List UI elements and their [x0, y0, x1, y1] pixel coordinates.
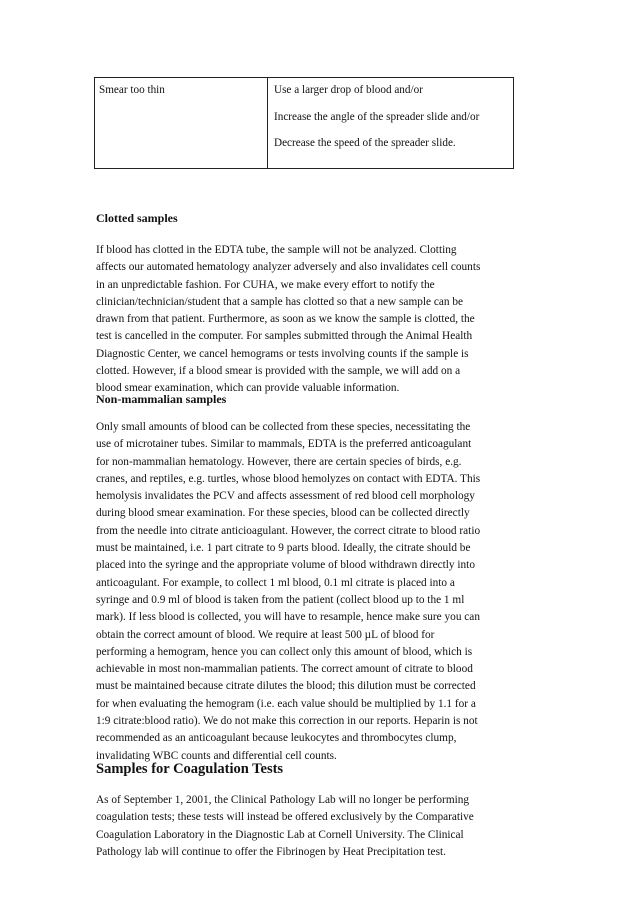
text-line: test is cancelled in the computer. For samples submitted through the Animal Health	[96, 330, 473, 343]
text-line: must be maintained, i.e. 1 part citrate to 9 parts blood. Ideally, the citrate should be	[96, 542, 471, 555]
solution-text: Use a larger drop of blood and/or	[274, 84, 423, 96]
text-line: obtain the correct amount of blood. We require at least 500 µL of blood for	[96, 628, 435, 641]
paragraph-clotted	[96, 242, 536, 398]
solution-text: Increase the angle of the spreader slide and/or	[274, 110, 480, 123]
text-line: clotted. However, if a blood smear is provided with the sample, we will add on a	[96, 365, 461, 378]
text-line: for when evaluating the hemogram (i.e. each value should be multiplied by 1.1 for a	[96, 697, 476, 710]
text-line: for non-mammalian hematology. However, there are certain species of birds, e.g.	[96, 455, 462, 468]
text-line: recommended as an anticoagulant because leukocytes and thrombocytes clump,	[96, 732, 457, 745]
text-line: placed into the syringe and the appropriate volume of blood withdrawn directly into	[96, 559, 475, 572]
paragraph-coagulation	[96, 792, 536, 861]
text-line: 1:9 citrate:blood ratio). We do not make this correction in our reports. Heparin is not	[96, 715, 478, 728]
text-line: Diagnostic Center, we cancel hemograms or tests involving counts if the sample is	[96, 347, 469, 360]
paragraph-non-mammalian	[96, 419, 536, 765]
text-line: Coagulation Laboratory in the Diagnostic Lab at Cornell University. The Clinical	[96, 828, 464, 841]
section-heading-non-mammalian: Non-mammalian samples	[96, 392, 227, 406]
table-cell-problem	[95, 78, 268, 168]
text-line: coagulation tests; these tests will instead be offered exclusively by the Comparative	[96, 811, 474, 824]
troubleshooting-table	[94, 77, 514, 169]
text-line: hemolysis invalidates the PCV and affects assessment of red blood cell morphology	[96, 490, 475, 503]
text-line: As of September 1, 2001, the Clinical Pathology Lab will no longer be performing	[96, 794, 470, 806]
text-line: cranes, and reptiles, e.g. turtles, whose blood hemolyzes on contact with EDTA. This	[96, 472, 481, 485]
text-line: must be maintained because citrate dilutes the blood; this dilution must be corrected	[96, 680, 476, 693]
text-line: syringe and 0.9 ml of blood is taken from the patient (collect blood up to the 1 ml	[96, 593, 465, 606]
text-line: in an unpredictable fashion. For CUHA, we make every effort to notify the	[96, 278, 435, 291]
text-line: Pathology lab will continue to offer the Fibrinogen by Heat Precipitation test.	[96, 845, 446, 858]
text-line: clinician/technician/student that a sample has clotted so that a new sample can be	[96, 295, 464, 308]
text-line: invalidating WBC counts and differential cell counts.	[96, 749, 337, 762]
problem-text: Smear too thin	[99, 84, 165, 96]
text-line: Only small amounts of blood can be collected from these species, necessitating the	[96, 421, 471, 433]
text-line: blood smear examination, which can provide valuable information.	[96, 382, 400, 395]
text-line: from the needle into citrate anticioagulant. However, the correct citrate to blood ratio	[96, 524, 481, 537]
text-line: performing a hemogram, hence you can collect only this amount of blood, which is	[96, 645, 473, 658]
text-line: during blood smear examination. For these species, blood can be collected directly	[96, 507, 470, 520]
table-cell-solutions	[268, 78, 513, 168]
text-line: affects our automated hematology analyzer adversely and also invalidates cell counts	[96, 261, 481, 274]
text-line: achievable in most non-mammalian patients. The correct amount of citrate to blood	[96, 663, 473, 676]
text-line: If blood has clotted in the EDTA tube, the sample will not be analyzed. Clotting	[96, 244, 457, 256]
text-line: drawn from that patient. Furthermore, as soon as we know the sample is clotted, the	[96, 313, 475, 326]
section-heading-clotted: Clotted samples	[96, 211, 178, 225]
text-line: use of microtainer tubes. Similar to mammals, EDTA is the preferred anticoagulant	[96, 438, 472, 451]
text-line: anticoagulant. For example, to collect 1 ml blood, 0.1 ml citrate is placed into a	[96, 576, 455, 589]
solution-text: Decrease the speed of the spreader slide.	[274, 137, 456, 149]
text-line: mark). If less blood is collected, you will have to resample, hence make sure you can	[96, 611, 480, 624]
section-heading-coagulation: Samples for Coagulation Tests	[96, 761, 284, 777]
